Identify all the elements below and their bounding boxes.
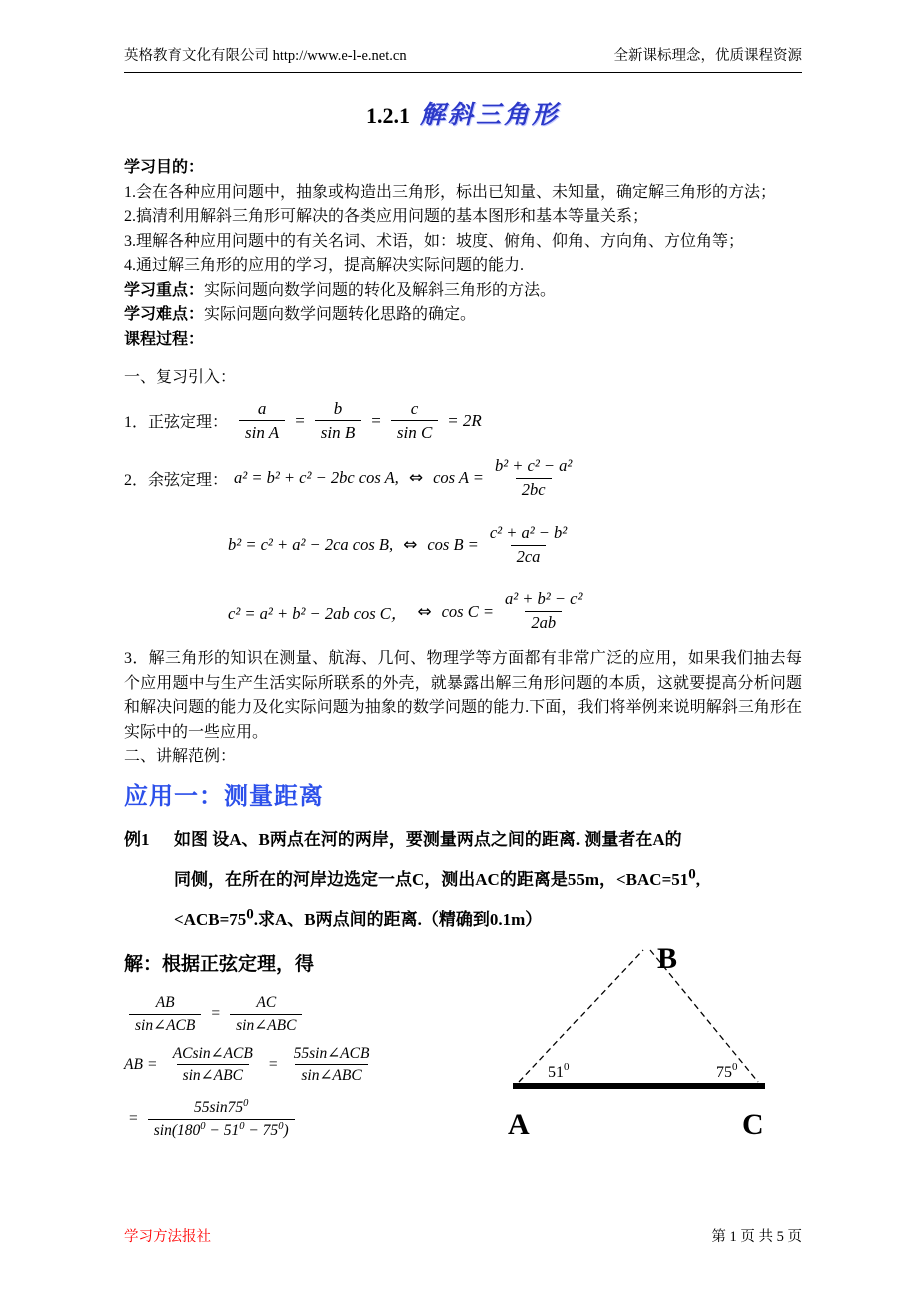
fraction-denominator: 2ab <box>525 611 562 633</box>
degree-superscript: 0 <box>200 1120 206 1132</box>
cosine-rule-label: 2．余弦定理： <box>124 471 229 489</box>
fraction-numerator: AC <box>256 993 277 1011</box>
denominator-text: ) <box>283 1121 289 1139</box>
cosine-rule-line-1 <box>124 457 802 500</box>
title-number: 1.2.1 <box>365 103 410 128</box>
fraction-numerator: AB <box>155 993 175 1011</box>
iff-arrow-icon: ⇔ <box>417 601 432 622</box>
fraction-denominator: 2bc <box>516 478 552 500</box>
cosine-identity: c² = a² + b² − 2ab cos C， <box>228 603 408 623</box>
objective-item: 2.搞清利用解斜三角形可解决的各类应用问题的基本图形和基本等量关系； <box>124 208 649 225</box>
equals-sign: = <box>371 410 381 430</box>
fraction-denominator <box>148 1119 295 1140</box>
fraction-denominator: sin A <box>239 420 285 443</box>
focus-text: 实际问题向数学问题的转化及解斜三角形的方法。 <box>204 281 557 299</box>
sine-rule-formula <box>124 399 802 443</box>
denominator-text: sin(180 <box>153 1121 201 1139</box>
fraction-numerator: c² + a² − b² <box>489 522 568 542</box>
objective-item: 3.理解各种应用问题中的有关名词、术语，如：坡度、俯角、仰角、方向角、方位角等； <box>124 232 745 250</box>
slogan-text: 全新课标理念，优质课程资源 <box>613 48 802 64</box>
solution-heading: 解：根据正弦定理，得 <box>124 953 315 975</box>
example-text <box>124 820 802 940</box>
page-footer <box>124 1225 802 1246</box>
sine-rule-label: 1．正弦定理： <box>124 414 229 432</box>
side-ab-dashed <box>519 950 643 1082</box>
triangle-figure <box>504 938 804 1148</box>
fraction-numerator: c <box>410 398 419 418</box>
example-line <box>174 820 802 860</box>
example-line-text: 如图 设A、B两点在河的两岸，要测量两点之间的距离. 测量者在A的 <box>174 829 682 849</box>
vertex-a-label: A <box>508 1107 530 1141</box>
degree-superscript: 0 <box>688 866 696 883</box>
fraction <box>489 457 578 500</box>
solution-math-column <box>124 950 504 1148</box>
example-line-text: .求A、B两点间的距离.（精确到0.1m） <box>253 909 543 929</box>
fraction-denominator: sin∠ABC <box>295 1064 367 1085</box>
fraction-denominator: 2ca <box>511 545 547 567</box>
fraction <box>484 524 573 567</box>
fraction-denominator: sin C <box>391 420 438 443</box>
fraction <box>499 590 588 633</box>
example-line <box>174 860 802 900</box>
example-1 <box>124 820 802 940</box>
company-info: 英格教育文化有限公司 http://www.e-l-e.net.cn <box>124 48 407 64</box>
page-number: 第 1 页 共 5 页 <box>711 1229 802 1245</box>
equals-sign: = <box>147 1055 157 1073</box>
vertex-b-label: B <box>657 941 678 975</box>
fraction-denominator: sin∠ACB <box>129 1014 201 1035</box>
equals-sign: = <box>268 1055 278 1073</box>
process-label: 课程过程： <box>124 330 205 348</box>
iff-arrow-icon: ⇔ <box>408 468 424 489</box>
sine-rule-result: 2R <box>462 410 482 430</box>
cosine-rule-line-2 <box>228 524 802 567</box>
angle-a-label <box>548 1061 570 1081</box>
degree-superscript: 0 <box>564 1060 570 1073</box>
angle-a-value: 51 <box>548 1063 564 1081</box>
fraction <box>129 994 201 1035</box>
difficulty-line <box>124 303 802 328</box>
equation-lhs: AB <box>124 1055 143 1073</box>
triangle-diagram <box>504 938 804 1148</box>
focus-line <box>124 279 802 304</box>
fraction-numerator: ACsin∠ACB <box>172 1044 253 1062</box>
vertex-c-label: C <box>742 1107 764 1141</box>
example-line-text: 同侧，在所在的河岸边选定一点C，测出AC的距离是55m，<BAC=51 <box>174 869 689 889</box>
example-line <box>174 900 802 940</box>
fraction <box>148 1099 295 1140</box>
solution-section <box>124 941 802 1148</box>
degree-superscript: 0 <box>732 1060 738 1073</box>
equals-sign: = <box>211 1005 221 1023</box>
cosine-solved-lhs: cos C = <box>441 601 494 621</box>
degree-superscript: 0 <box>243 1098 249 1109</box>
difficulty-text: 实际问题向数学问题转化思路的确定。 <box>204 306 477 323</box>
fraction <box>239 399 285 443</box>
fraction-numerator: b <box>333 398 343 418</box>
cosine-solved-lhs: cos B = <box>427 535 479 554</box>
fraction-numerator: b² + c² − a² <box>494 455 573 475</box>
cosine-rule-line-3 <box>228 590 802 633</box>
equals-sign: = <box>448 410 458 430</box>
cosine-solved-lhs: cos A = <box>433 468 484 488</box>
degree-superscript: 0 <box>239 1120 245 1132</box>
angle-c-label <box>716 1061 738 1081</box>
fraction <box>391 399 438 443</box>
angle-c-value: 75 <box>716 1063 732 1081</box>
fraction <box>315 399 361 443</box>
fraction-numerator: a² + b² − c² <box>504 589 583 609</box>
cosine-identity: a² = b² + c² − 2bc cos A, <box>234 468 399 488</box>
objective-item: 1.会在各种应用问题中，抽象或构造出三角形，标出已知量、未知量，确定解三角形的方法； <box>124 183 777 201</box>
solution-eq2 <box>124 1045 504 1086</box>
solution-eq1 <box>124 994 504 1035</box>
objective-item: 4.通过解三角形的应用的学习，提高解决实际问题的能力. <box>124 257 525 274</box>
fraction <box>288 1045 376 1086</box>
review-heading: 一、复习引入： <box>124 369 237 386</box>
fraction-numerator: 55sin∠ACB <box>293 1044 370 1062</box>
cosine-identity: b² = c² + a² − 2ca cos B, <box>228 535 394 554</box>
fraction-denominator: sin∠ABC <box>230 1014 302 1035</box>
denominator-text: − 75 <box>244 1121 279 1139</box>
denominator-text: − 51 <box>205 1121 240 1139</box>
title-name: 解斜三角形 <box>419 102 560 129</box>
equals-sign: = <box>295 410 305 430</box>
fraction <box>230 994 302 1035</box>
difficulty-label: 学习难点： <box>124 306 205 323</box>
page-header <box>124 44 802 73</box>
fraction-numerator: a <box>257 398 267 418</box>
document-title <box>124 99 802 136</box>
application-heading: 应用一：测量距离 <box>124 783 324 810</box>
fraction <box>167 1045 259 1086</box>
fraction-numerator <box>188 1099 254 1119</box>
review-note: 3．解三角形的知识在测量、航海、几何、物理学等方面都有非常广泛的应用，如果我们抽去每个应用题中与生产生活实际所联系的外壳，就暴露出解三角形问题的本质，这就要提高分析问题和解决问题的能力及化实际问题为抽象的数学问题的能力.下面，我们将举例来说明解斜三角形在实际中的一些应用。 <box>124 650 802 741</box>
degree-superscript: 0 <box>246 906 254 923</box>
equals-sign: = <box>129 1110 138 1128</box>
fraction-denominator: sin B <box>315 420 361 443</box>
fraction-denominator: sin∠ABC <box>177 1064 249 1085</box>
numerator-text: 55sin75 <box>194 1099 244 1117</box>
degree-superscript: 0 <box>278 1120 284 1132</box>
solution-eq3 <box>124 1099 504 1140</box>
iff-arrow-icon: ⇔ <box>403 535 418 555</box>
example-label: 例1 <box>124 829 150 849</box>
focus-label: 学习重点： <box>124 281 205 299</box>
example-line-text: <ACB=75 <box>174 909 247 929</box>
example-line-text: , <box>695 869 701 889</box>
objectives-heading: 学习目的： <box>124 159 205 176</box>
publisher-name: 学习方法报社 <box>124 1229 211 1245</box>
examples-heading: 二、讲解范例： <box>124 748 237 766</box>
